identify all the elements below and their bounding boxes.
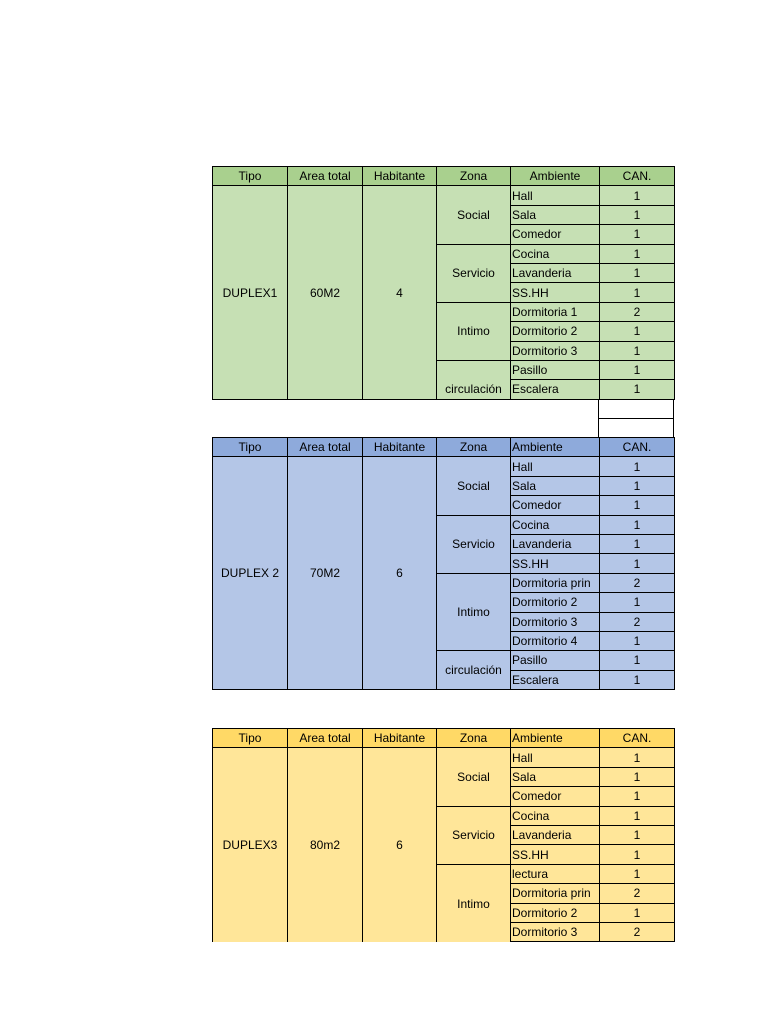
header-tipo: Tipo	[213, 438, 288, 457]
header-zona: Zona	[437, 438, 511, 457]
zona-social: Social	[437, 186, 511, 244]
can-cell: 1	[600, 865, 675, 884]
header-zona: Zona	[437, 729, 511, 748]
zona-circulacion: circulación	[437, 361, 511, 400]
ambiente-cell: Lavanderia	[511, 826, 600, 845]
ambiente-cell: Escalera	[511, 380, 600, 399]
header-habitante: Habitante	[363, 438, 437, 457]
can-cell: 1	[600, 845, 675, 864]
can-cell: 1	[600, 807, 675, 826]
ambiente-cell: Comedor	[511, 787, 600, 806]
header-ambiente: Ambiente	[511, 167, 600, 186]
ambiente-cell: Sala	[511, 477, 600, 496]
can-cell: 1	[600, 768, 675, 787]
tipo-cell: DUPLEX 2	[213, 457, 288, 690]
can-cell: 1	[600, 535, 675, 554]
can-cell: 1	[600, 457, 675, 476]
ambiente-cell: SS.HH	[511, 283, 600, 302]
can-cell: 1	[600, 283, 675, 302]
can-cell: 1	[600, 186, 675, 205]
can-cell: 1	[600, 748, 675, 767]
zona-intimo: Intimo	[437, 303, 511, 361]
duplex3-table	[212, 728, 675, 942]
ambiente-cell: Sala	[511, 768, 600, 787]
ambiente-cell: Dormitorio 3	[511, 923, 600, 942]
can-cell: 1	[600, 225, 675, 244]
habitante-cell: 4	[363, 186, 437, 399]
header-tipo: Tipo	[213, 729, 288, 748]
can-cell: 1	[600, 496, 675, 515]
ambiente-cell: Pasillo	[511, 361, 600, 380]
tipo-cell: DUPLEX1	[213, 186, 288, 399]
ambiente-cell: Pasillo	[511, 651, 600, 670]
can-cell: 1	[600, 342, 675, 361]
header-habitante: Habitante	[363, 167, 437, 186]
header-ambiente: Ambiente	[511, 729, 600, 748]
ambiente-cell: Dormitorio 3	[511, 613, 600, 632]
can-cell: 1	[600, 380, 675, 399]
empty-cell	[598, 419, 674, 438]
habitante-cell: 6	[363, 457, 437, 690]
ambiente-cell: Cocina	[511, 516, 600, 535]
zona-social: Social	[437, 748, 511, 806]
ambiente-cell: Cocina	[511, 245, 600, 264]
ambiente-cell: SS.HH	[511, 554, 600, 573]
header-tipo: Tipo	[213, 167, 288, 186]
duplex2-table	[212, 437, 675, 690]
ambiente-cell: Lavanderia	[511, 535, 600, 554]
area-cell: 80m2	[288, 748, 363, 942]
ambiente-cell: Cocina	[511, 807, 600, 826]
duplex1-table	[212, 166, 675, 400]
ambiente-cell: Dormitoria 1	[511, 303, 600, 322]
can-cell: 1	[600, 826, 675, 845]
can-cell: 2	[600, 923, 675, 942]
ambiente-cell: Comedor	[511, 225, 600, 244]
can-cell: 1	[600, 245, 675, 264]
zona-intimo: Intimo	[437, 574, 511, 652]
ambiente-cell: Dormitorio 3	[511, 342, 600, 361]
ambiente-cell: Sala	[511, 206, 600, 225]
can-cell: 1	[600, 264, 675, 283]
header-can: CAN.	[600, 438, 675, 457]
header-can: CAN.	[600, 729, 675, 748]
ambiente-cell: Dormitorio 2	[511, 593, 600, 612]
ambiente-cell: Dormitoria prin	[511, 884, 600, 903]
zona-social: Social	[437, 457, 511, 515]
zona-servicio: Servicio	[437, 245, 511, 303]
ambiente-cell: Dormitorio 2	[511, 904, 600, 923]
habitante-cell: 6	[363, 748, 437, 942]
ambiente-cell: Hall	[511, 186, 600, 205]
ambiente-cell: Dormitorio 4	[511, 632, 600, 651]
header-area-total: Area total	[288, 167, 363, 186]
can-cell: 2	[600, 574, 675, 593]
header-area-total: Area total	[288, 438, 363, 457]
can-cell: 1	[600, 477, 675, 496]
header-can: CAN.	[600, 167, 675, 186]
header-area-total: Area total	[288, 729, 363, 748]
ambiente-cell: Escalera	[511, 671, 600, 690]
can-cell: 1	[600, 632, 675, 651]
ambiente-cell: Comedor	[511, 496, 600, 515]
can-cell: 1	[600, 322, 675, 341]
header-zona: Zona	[437, 167, 511, 186]
ambiente-cell: Lavanderia	[511, 264, 600, 283]
header-habitante: Habitante	[363, 729, 437, 748]
can-cell: 1	[600, 516, 675, 535]
zona-intimo: Intimo	[437, 865, 511, 943]
can-cell: 1	[600, 671, 675, 690]
can-cell: 2	[600, 303, 675, 322]
area-cell: 60M2	[288, 186, 363, 399]
ambiente-cell: Hall	[511, 457, 600, 476]
ambiente-cell: SS.HH	[511, 845, 600, 864]
can-cell: 1	[600, 593, 675, 612]
can-cell: 1	[600, 361, 675, 380]
ambiente-cell: Dormitorio 2	[511, 322, 600, 341]
zona-circulacion: circulación	[437, 651, 511, 690]
can-cell: 2	[600, 884, 675, 903]
can-cell: 1	[600, 651, 675, 670]
can-cell: 1	[600, 554, 675, 573]
zona-servicio: Servicio	[437, 807, 511, 865]
can-cell: 2	[600, 613, 675, 632]
header-ambiente: Ambiente	[511, 438, 600, 457]
ambiente-cell: Hall	[511, 748, 600, 767]
can-cell: 1	[600, 787, 675, 806]
ambiente-cell: lectura	[511, 865, 600, 884]
can-cell: 1	[600, 206, 675, 225]
can-cell: 1	[600, 904, 675, 923]
tipo-cell: DUPLEX3	[213, 748, 288, 942]
ambiente-cell: Dormitoria prin	[511, 574, 600, 593]
area-cell: 70M2	[288, 457, 363, 690]
empty-cell	[598, 400, 674, 419]
zona-servicio: Servicio	[437, 516, 511, 574]
